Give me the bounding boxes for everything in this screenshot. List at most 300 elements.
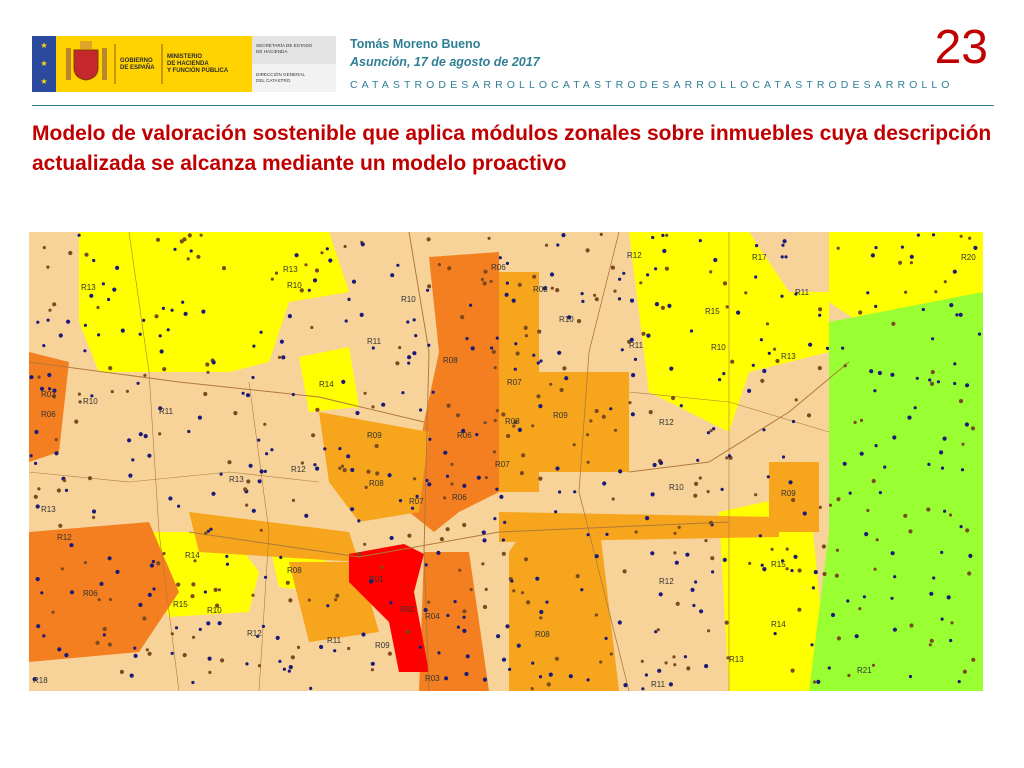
parcel-dot <box>960 525 963 528</box>
parcel-dot <box>931 337 934 340</box>
parcel-dot <box>678 526 681 529</box>
parcel-dot <box>516 351 520 355</box>
parcel-dot <box>847 674 850 677</box>
parcel-dot <box>518 283 522 287</box>
parcel-dot <box>191 582 195 586</box>
parcel-dot <box>357 519 360 522</box>
parcel-dot <box>407 355 411 359</box>
parcel-dot <box>791 498 795 502</box>
parcel-dot <box>47 373 51 377</box>
parcel-dot <box>600 233 603 236</box>
parcel-dot <box>407 362 410 365</box>
parcel-dot <box>427 601 430 604</box>
parcel-dot <box>722 372 725 375</box>
parcel-dot <box>611 266 615 270</box>
parcel-dot <box>148 652 152 656</box>
parcel-dot <box>659 461 663 465</box>
parcel-dot <box>907 416 911 420</box>
parcel-dot <box>837 636 841 640</box>
parcel-dot <box>338 447 341 450</box>
parcel-dot <box>818 314 821 317</box>
parcel-dot <box>375 471 379 475</box>
header-divider <box>32 105 994 106</box>
zone-label: R20 <box>961 253 976 262</box>
parcel-dot <box>183 653 187 657</box>
parcel-dot <box>535 577 539 581</box>
zone-label: R11 <box>629 341 644 350</box>
zone-label: R02 <box>400 605 415 614</box>
parcel-dot <box>74 420 78 424</box>
zone-label: R08 <box>533 285 548 294</box>
parcel-dot <box>319 645 323 649</box>
parcel-dot <box>440 537 444 541</box>
parcel-dot <box>693 494 697 498</box>
parcel-dot <box>532 354 535 357</box>
parcel-dot <box>313 463 316 466</box>
parcel-dot <box>84 253 88 257</box>
zone-label: R10 <box>83 397 98 406</box>
parcel-dot <box>350 507 354 511</box>
parcel-dot <box>190 594 194 598</box>
parcel-dot <box>204 590 207 593</box>
parcel-dot <box>941 467 944 470</box>
zone-label: R13 <box>81 283 96 292</box>
parcel-dot <box>42 634 45 637</box>
parcel-dot <box>270 448 273 451</box>
parcel-dot <box>313 278 317 282</box>
parcel-dot <box>595 613 598 616</box>
parcel-dot <box>866 291 869 294</box>
parcel-dot <box>710 556 714 560</box>
parcel-dot <box>788 480 792 484</box>
parcel-dot <box>36 624 40 628</box>
zone-label: R11 <box>327 636 342 645</box>
parcel-dot <box>167 328 170 331</box>
zone-label: R10 <box>559 315 574 324</box>
zone-label: R06 <box>452 493 467 502</box>
logo-gov-line1: GOBIERNO <box>120 58 153 64</box>
parcel-dot <box>264 576 267 579</box>
parcel-dot <box>961 443 964 446</box>
zone-label: R11 <box>795 288 810 297</box>
parcel-dot <box>562 366 566 370</box>
parcel-dot <box>482 538 486 542</box>
parcel-dot <box>549 673 553 677</box>
parcel-dot <box>115 266 119 270</box>
parcel-dot <box>709 521 713 525</box>
parcel-dot <box>390 273 394 277</box>
zone-label: R14 <box>185 551 200 560</box>
zone-label: R11 <box>159 407 174 416</box>
parcel-dot <box>347 647 350 650</box>
svg-text:★: ★ <box>40 41 48 50</box>
parcel-dot <box>205 362 209 366</box>
zone-label: R09 <box>781 489 796 498</box>
zone-label: R12 <box>247 629 262 638</box>
parcel-dot <box>57 488 61 492</box>
parcel-dot <box>46 266 49 269</box>
parcel-dot <box>949 639 952 642</box>
parcel-dot <box>260 529 263 532</box>
parcel-dot <box>864 532 868 536</box>
parcel-dot <box>657 628 660 631</box>
parcel-dot <box>371 662 375 666</box>
parcel-dot <box>264 470 267 473</box>
parcel-dot <box>876 538 879 541</box>
zone-label: R13 <box>41 505 56 514</box>
parcel-dot <box>146 648 149 651</box>
parcel-dot <box>121 329 125 333</box>
parcel-dot <box>774 632 777 635</box>
parcel-dot <box>98 598 101 601</box>
parcel-dot <box>755 244 758 247</box>
parcel-dot <box>547 682 551 686</box>
parcel-dot <box>182 237 186 241</box>
parcel-dot <box>89 294 93 298</box>
parcel-dot <box>676 602 680 606</box>
parcel-dot <box>490 346 493 349</box>
parcel-dot <box>709 270 712 273</box>
parcel-dot <box>450 463 453 466</box>
zone-label: R06 <box>83 589 98 598</box>
parcel-dot <box>531 662 534 665</box>
zone-label: R15 <box>771 560 786 569</box>
parcel-dot <box>320 251 323 254</box>
parcel-dot <box>281 355 285 359</box>
parcel-dot <box>968 554 972 558</box>
parcel-dot <box>922 308 925 311</box>
parcel-dot <box>525 334 528 337</box>
parcel-dot <box>959 399 963 403</box>
parcel-dot <box>692 604 695 607</box>
parcel-dot <box>411 507 414 510</box>
parcel-dot <box>363 543 366 546</box>
parcel-dot <box>723 281 727 285</box>
parcel-dot <box>196 255 200 259</box>
parcel-dot <box>496 409 499 412</box>
parcel-dot <box>506 434 510 438</box>
parcel-dot <box>304 514 308 518</box>
parcel-dot <box>444 676 448 680</box>
parcel-dot <box>63 479 66 482</box>
parcel-dot <box>343 468 347 472</box>
parcel-dot <box>810 643 813 646</box>
parcel-dot <box>252 345 255 348</box>
parcel-dot <box>577 319 581 323</box>
parcel-dot <box>558 490 561 493</box>
parcel-dot <box>390 536 394 540</box>
parcel-dot <box>492 350 496 354</box>
parcel-dot <box>456 413 460 417</box>
parcel-dot <box>580 588 583 591</box>
parcel-dot <box>443 451 447 455</box>
parcel-dot <box>846 599 849 602</box>
parcel-dot <box>66 320 70 324</box>
parcel-dot <box>586 433 589 436</box>
parcel-dot <box>43 246 46 249</box>
parcel-dot <box>707 490 710 493</box>
parcel-dot <box>871 253 875 257</box>
parcel-dot <box>685 553 689 557</box>
parcel-dot <box>762 567 766 571</box>
parcel-dot <box>538 404 542 408</box>
parcel-dot <box>371 405 374 408</box>
parcel-dot <box>102 282 105 285</box>
parcel-dot <box>587 461 590 464</box>
parcel-dot <box>908 529 912 533</box>
parcel-dot <box>622 272 625 275</box>
parcel-dot <box>454 600 457 603</box>
parcel-dot <box>162 552 165 555</box>
parcel-dot <box>108 366 112 370</box>
parcel-dot <box>37 487 40 490</box>
parcel-dot <box>133 647 136 650</box>
parcel-dot <box>526 600 530 604</box>
parcel-dot <box>893 575 896 578</box>
zone-label: R13 <box>283 265 298 274</box>
parcel-dot <box>593 294 596 297</box>
parcel-dot <box>201 310 205 314</box>
parcel-dot <box>931 370 935 374</box>
parcel-dot <box>211 492 215 496</box>
parcel-dot <box>131 458 134 461</box>
parcel-dot <box>822 544 826 548</box>
parcel-dot <box>602 481 606 485</box>
parcel-dot <box>699 239 702 242</box>
parcel-dot <box>233 411 237 415</box>
parcel-dot <box>943 437 947 441</box>
parcel-dot <box>212 360 216 364</box>
zone-label: R06 <box>41 410 56 419</box>
parcel-dot <box>364 392 367 395</box>
parcel-dot <box>556 243 559 246</box>
parcel-dot <box>308 599 311 602</box>
zone-label: R10 <box>669 483 684 492</box>
parcel-dot <box>712 427 715 430</box>
parcel-dot <box>130 674 134 678</box>
parcel-dot <box>561 233 565 237</box>
zone-label: R11 <box>367 337 382 346</box>
parcel-dot <box>699 476 702 479</box>
parcel-dot <box>581 300 584 303</box>
parcel-dot <box>428 438 431 441</box>
parcel-dot <box>36 321 39 324</box>
parcel-dot <box>618 620 622 624</box>
parcel-dot <box>162 367 166 371</box>
parcel-dot <box>375 444 379 448</box>
parcel-dot <box>665 661 668 664</box>
parcel-dot <box>346 454 350 458</box>
parcel-dot <box>126 390 129 393</box>
parcel-dot <box>192 636 195 639</box>
parcel-dot <box>503 521 506 524</box>
parcel-dot <box>214 588 218 592</box>
parcel-dot <box>669 367 673 371</box>
parcel-dot <box>878 371 882 375</box>
zone-label: R12 <box>627 251 642 260</box>
parcel-dot <box>30 454 33 457</box>
zone-label: R13 <box>229 475 244 484</box>
parcel-dot <box>950 621 953 624</box>
parcel-dot <box>775 359 779 363</box>
parcel-dot <box>747 389 751 393</box>
presentation-date: Asunción, 17 de agosto de 2017 <box>350 55 540 69</box>
parcel-dot <box>929 643 932 646</box>
zone-label: R09 <box>375 641 390 650</box>
parcel-dot <box>297 646 300 649</box>
parcel-dot <box>344 245 347 248</box>
parcel-dot <box>220 473 223 476</box>
parcel-dot <box>406 630 410 634</box>
parcel-dot <box>156 561 160 565</box>
parcel-dot <box>485 476 488 479</box>
zone-label: R08 <box>287 566 302 575</box>
parcel-dot <box>361 242 365 246</box>
parcel-dot <box>292 499 295 502</box>
parcel-dot <box>262 625 265 628</box>
parcel-dot <box>92 259 95 262</box>
parcel-dot <box>512 589 515 592</box>
parcel-dot <box>696 459 699 462</box>
logo-direccion-line1: DIRECCIÓN GENERAL <box>256 72 306 77</box>
parcel-dot <box>78 234 81 237</box>
parcel-dot <box>928 378 931 381</box>
parcel-dot <box>315 467 319 471</box>
parcel-dot <box>576 574 580 578</box>
parcel-dot <box>782 455 785 458</box>
parcel-dot <box>48 309 51 312</box>
parcel-dot <box>493 517 496 520</box>
zone-label: R08 <box>443 356 458 365</box>
parcel-dot <box>334 598 337 601</box>
parcel-dot <box>909 675 912 678</box>
zone-label: R06 <box>491 263 506 272</box>
parcel-dot <box>483 605 487 609</box>
zone-label: R15 <box>705 307 720 316</box>
parcel-dot <box>673 532 676 535</box>
parcel-dot <box>399 499 402 502</box>
parcel-dot <box>245 504 248 507</box>
parcel-dot <box>874 568 877 571</box>
parcel-dot <box>242 392 245 395</box>
parcel-dot <box>784 255 787 258</box>
parcel-dot <box>639 281 642 284</box>
parcel-dot <box>401 391 404 394</box>
parcel-dot <box>557 351 561 355</box>
zone-label: R14 <box>319 380 334 389</box>
parcel-dot <box>790 569 793 572</box>
parcel-dot <box>357 552 361 556</box>
parcel-dot <box>68 251 72 255</box>
parcel-dot <box>555 288 559 292</box>
parcel-dot <box>854 421 857 424</box>
zone-label: R07 <box>409 497 424 506</box>
parcel-dot <box>613 290 616 293</box>
parcel-dot <box>609 407 612 410</box>
parcel-dot <box>650 551 654 555</box>
parcel-dot <box>927 463 930 466</box>
parcel-dot <box>514 342 517 345</box>
parcel-dot <box>407 534 411 538</box>
parcel-dot <box>760 379 764 383</box>
parcel-dot <box>654 630 657 633</box>
parcel-dot <box>103 633 106 636</box>
parcel-dot <box>690 588 694 592</box>
parcel-dot <box>718 378 721 381</box>
parcel-dot <box>761 564 764 567</box>
parcel-dot <box>971 658 975 662</box>
parcel-dot <box>569 674 573 678</box>
parcel-dot <box>661 306 665 310</box>
parcel-dot <box>57 647 61 651</box>
parcel-dot <box>51 611 54 614</box>
parcel-dot <box>187 257 190 260</box>
parcel-dot <box>524 557 528 561</box>
zone-label: R13 <box>781 352 796 361</box>
parcel-dot <box>754 493 757 496</box>
parcel-dot <box>783 239 787 243</box>
parcel-dot <box>883 466 886 469</box>
parcel-dot <box>506 262 509 265</box>
parcel-dot <box>699 609 703 613</box>
parcel-dot <box>671 396 675 400</box>
parcel-dot <box>243 487 247 491</box>
parcel-dot <box>814 570 818 574</box>
parcel-dot <box>288 670 291 673</box>
parcel-dot <box>283 668 286 671</box>
parcel-dot <box>335 594 339 598</box>
parcel-dot <box>631 373 635 377</box>
parcel-dot <box>560 388 564 392</box>
parcel-dot <box>208 671 211 674</box>
parcel-dot <box>95 641 99 645</box>
parcel-dot <box>589 419 592 422</box>
parcel-dot <box>953 362 956 365</box>
parcel-dot <box>766 322 769 325</box>
parcel-dot <box>158 432 161 435</box>
zone-label: R17 <box>752 253 767 262</box>
parcel-dot <box>181 301 184 304</box>
parcel-dot <box>148 593 152 597</box>
parcel-dot <box>190 249 193 252</box>
zone-label: R21 <box>857 666 872 675</box>
parcel-dot <box>602 415 606 419</box>
parcel-dot <box>134 654 138 658</box>
logo-secretaria-line1: SECRETARÍA DE ESTADO <box>256 43 313 48</box>
parcel-dot <box>539 616 542 619</box>
parcel-dot <box>275 272 278 275</box>
parcel-dot <box>218 588 221 591</box>
parcel-dot <box>311 433 315 437</box>
zone-label: R12 <box>291 465 306 474</box>
logo-direccion-line2: DEL CATASTRO <box>256 78 291 83</box>
parcel-dot <box>427 482 431 486</box>
parcel-dot <box>781 244 784 247</box>
zone-label: R12 <box>659 418 674 427</box>
parcel-dot <box>932 233 935 236</box>
parcel-dot <box>903 514 907 518</box>
parcel-dot <box>78 393 81 396</box>
parcel-dot <box>88 476 92 480</box>
parcel-dot <box>446 614 449 617</box>
parcel-dot <box>953 382 956 385</box>
parcel-dot <box>836 549 839 552</box>
parcel-dot <box>263 423 266 426</box>
parcel-dot <box>795 398 798 401</box>
parcel-dot <box>661 234 664 237</box>
parcel-dot <box>901 246 904 249</box>
parcel-dot <box>762 369 766 373</box>
